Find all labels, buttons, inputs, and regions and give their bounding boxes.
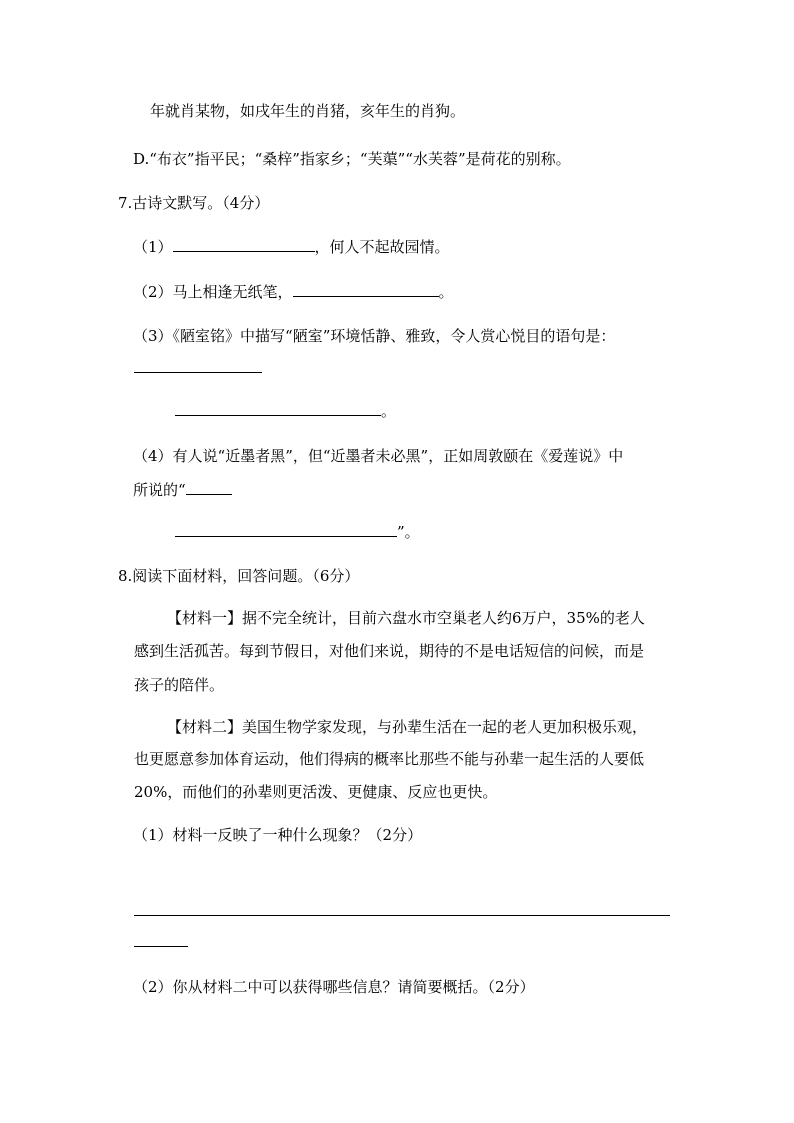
question-7-4-lead: 所说的“ [133,481,186,499]
question-7-3-line2 [175,401,396,421]
answer-line-8-1a[interactable] [134,915,670,916]
material-1-line3: 孩子的陪伴。 [134,676,225,694]
answer-blank-7-1[interactable] [173,237,315,252]
answer-blank-7-3b[interactable] [175,401,381,416]
material-1-line1: 【材料一】据不完全统计，目前六盘水市空巢老人约6万户，35%的老人 [167,609,645,627]
question-7-1-text: ，何人不起故园情。 [314,238,450,256]
answer-blank-7-4b[interactable] [175,522,397,537]
question-7-2-text: （2）马上相逢无纸笔， [133,283,293,301]
question-8-2: （2）你从材料二中可以获得哪些信息？请简要概括。（2分） [133,978,535,996]
question-7-title: 7.古诗文默写。（4分） [118,194,270,212]
answer-blank-7-3a[interactable] [134,372,262,373]
material-2-line2: 也更愿意参加体育运动，他们得病的概率比那些不能与孙辈一起生活的人要低 [134,750,645,768]
material-2-line3: 20%，而他们的孙辈则更活泼、更健康、反应也更快。 [134,783,498,801]
question-7-4: （4）有人说“近墨者黑”，但“近墨者未必黑”，正如周敦颐在《爱莲说》中 [133,447,624,465]
question-7-3: （3）《陋室铭》中描写“陋室”环境恬静、雅致，令人赏心悦目的语句是： [133,327,616,345]
answer-line-8-1b[interactable] [134,946,188,947]
question-8-1: （1）材料一反映了一种什么现象？（2分） [133,826,423,844]
material-2-line1: 【材料二】美国生物学家发现，与孙辈生活在一起的老人更加积极乐观， [167,718,648,736]
question-8-title: 8.阅读下面材料，回答问题。（6分） [118,567,360,585]
question-7-3-end: 。 [381,402,397,420]
question-7-2 [133,282,454,302]
answer-blank-7-2[interactable] [293,282,439,297]
question-7-2-end: 。 [438,283,454,301]
answer-blank-7-4a[interactable] [186,480,232,495]
material-1-line2: 感到生活孤苦。每到节假日，对他们来说，期待的不是电话短信的问候，而是 [134,642,645,660]
option-c-continuation: 年就肖某物，如戌年生的肖猪，亥年生的肖狗。 [150,102,466,120]
question-7-4-line2 [133,480,232,500]
question-7-1-number: （1） [133,238,173,256]
question-7-4-end: ”。 [397,523,420,541]
option-d: D.“布衣”指平民；“桑梓”指家乡；“芙蕖”“水芙蓉”是荷花的别称。 [133,150,571,168]
question-7-4-line3 [175,522,420,542]
question-7-1 [133,237,450,257]
